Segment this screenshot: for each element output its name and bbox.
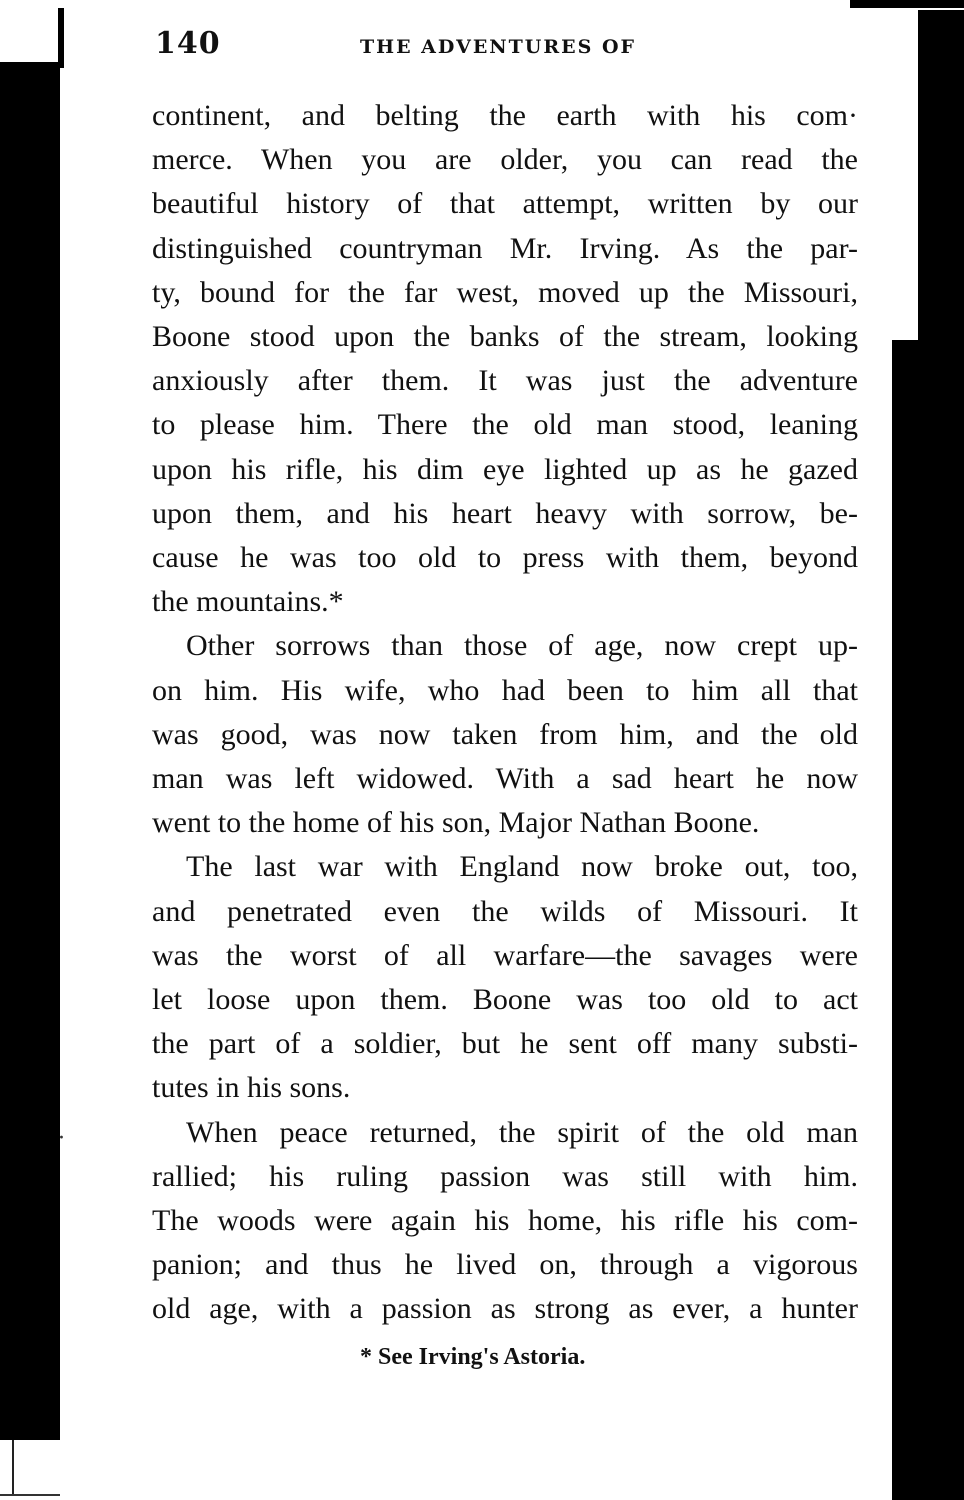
page-number: 140 [155,26,221,61]
text-line: anxiously after them. It was just the adventure [152,364,858,398]
scan-edge-left-foot [0,1494,60,1496]
text-line: beautiful history of that attempt, written by our [152,187,858,221]
text-line: upon them, and his heart heavy with sorrow, be- [152,496,858,530]
text-line: on him. His wife, who had been to him all that [152,673,858,707]
footnote: * See Irving's Astoria. [360,1344,586,1370]
text-line: cause he was too old to press with them, beyond [152,541,858,575]
text-line: merce. When you are older, you can read the [152,143,858,177]
body-text [152,94,858,1332]
text-line: the part of a soldier, but he sent off many substi- [152,1027,858,1061]
text-line: and penetrated even the wilds of Missouri. It [152,894,858,928]
text-line: When peace returned, the spirit of the old man [186,1115,858,1149]
page-header [155,26,855,66]
text-line: Other sorrows than those of age, now crept up- [186,629,858,663]
text-line: continent, and belting the earth with his com· [152,99,858,132]
scan-edge-right [892,340,964,1500]
text-line: The last war with England now broke out, too, [186,850,858,884]
text-line: was the worst of all warfare—the savages were [152,938,858,972]
text-line: The woods were again his home, his rifle his com- [152,1204,858,1238]
scan-edge-left-top [58,8,64,68]
text-line: let loose upon them. Boone was too old to act [152,983,858,1017]
text-line: upon his rifle, his dim eye lighted up as he gazed [152,452,858,486]
text-line: tutes in his sons. [152,1071,351,1105]
running-head: THE ADVENTURES OF [360,36,637,58]
scan-edge-left-line [12,1440,14,1494]
text-line: the mountains.* [152,585,344,619]
text-line: panion; and thus he lived on, through a vigorous [152,1248,858,1282]
text-line: to please him. There the old man stood, leaning [152,408,858,442]
text-line: was good, was now taken from him, and the old [152,717,858,751]
text-line: Boone stood upon the banks of the stream, looking [152,320,858,354]
scan-edge-right-top [850,0,964,8]
text-line: distinguished countryman Mr. Irving. As the par- [152,231,858,265]
scan-edge-right-mid [918,10,964,350]
stray-mark: · [58,1126,65,1151]
text-line: ty, bound for the far west, moved up the Missouri, [152,275,858,309]
text-line: old age, with a passion as strong as ever, a hunter [152,1292,858,1326]
text-line: man was left widowed. With a sad heart he now [152,762,858,796]
text-line: rallied; his ruling passion was still with him. [152,1159,858,1193]
scan-edge-left [0,62,60,1440]
text-line: went to the home of his son, Major Nathan Boone. [152,806,760,840]
